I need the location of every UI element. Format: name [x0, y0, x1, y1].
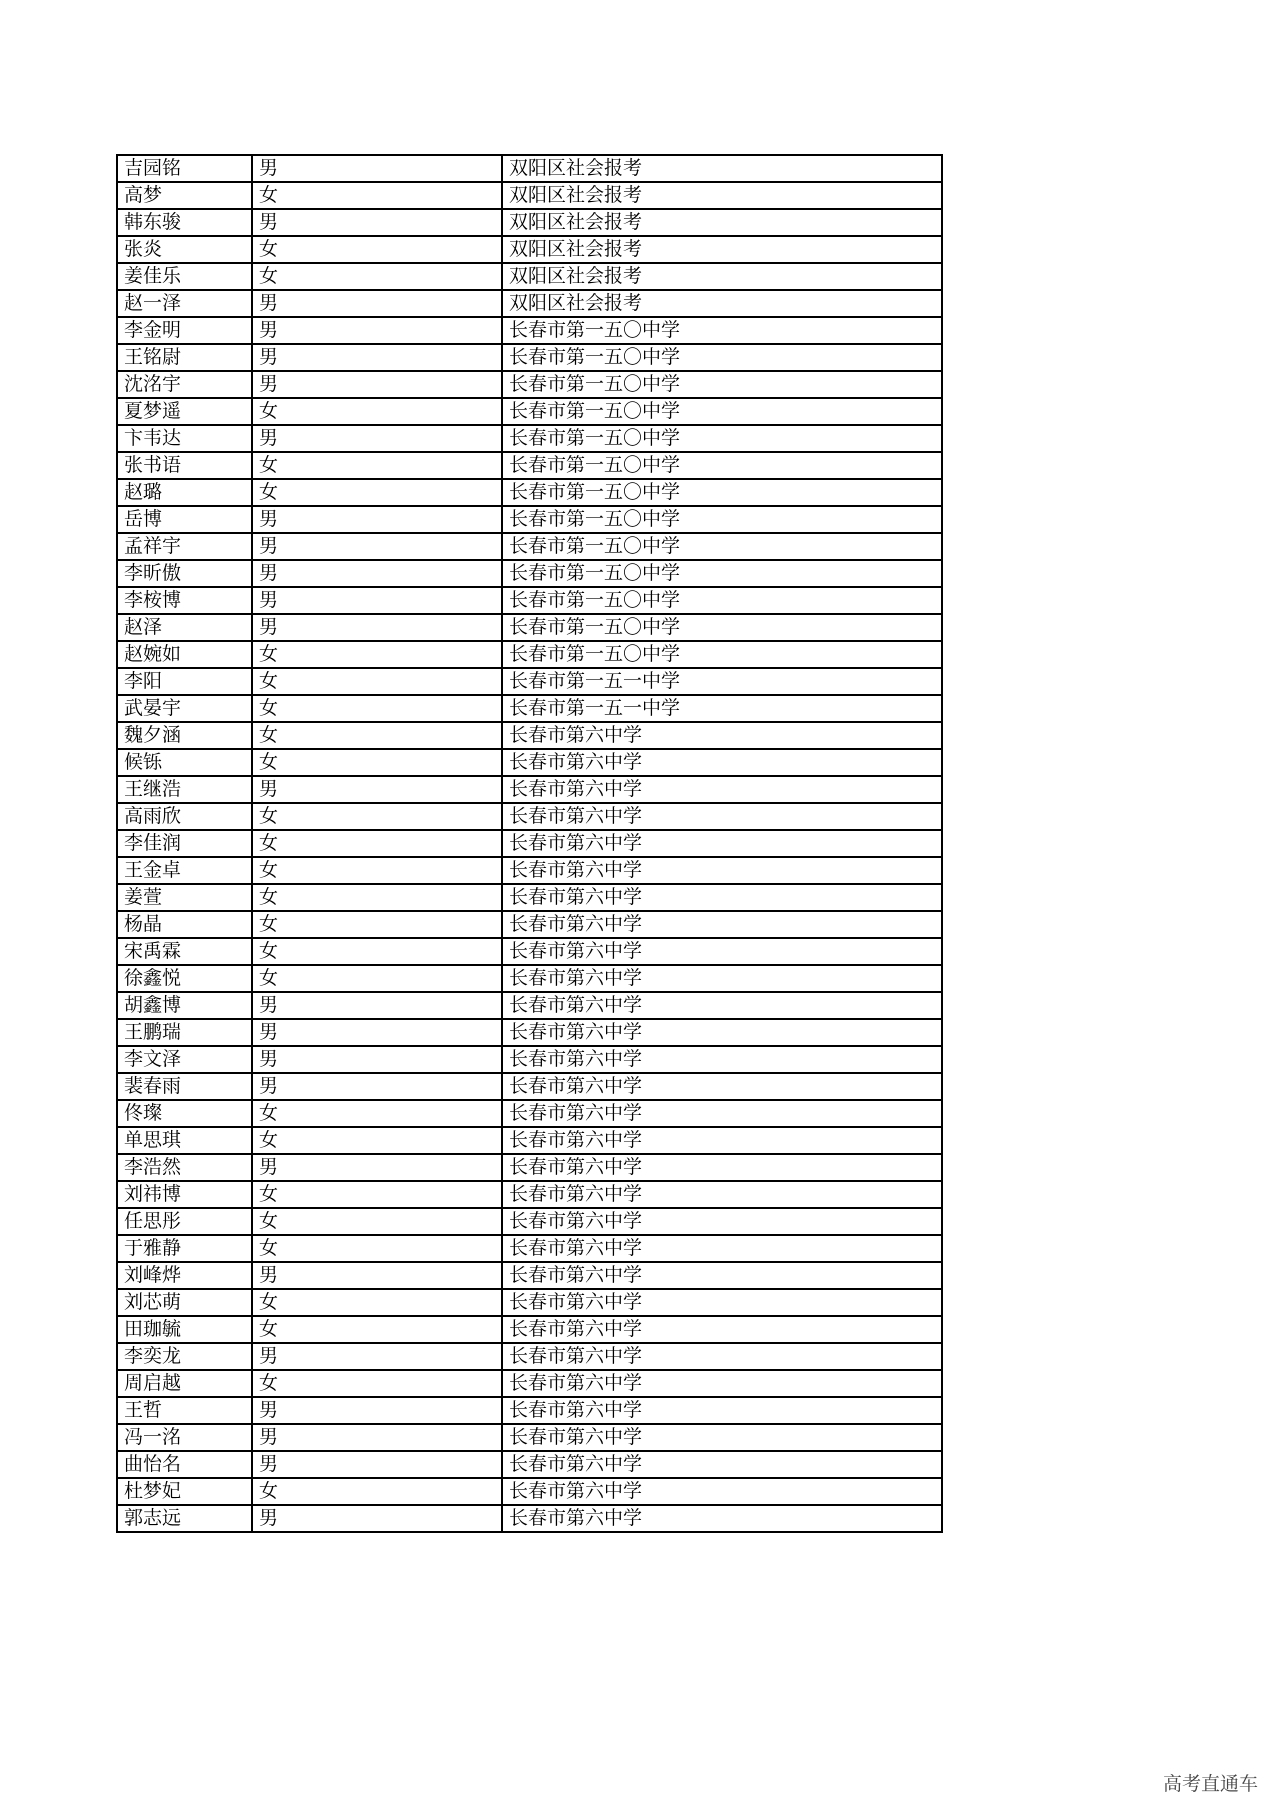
- table-row: [117, 776, 942, 803]
- gender-cell: 男: [252, 776, 502, 803]
- school-cell: 长春市第六中学: [502, 911, 942, 938]
- student-name-cell: 于雅静: [117, 1235, 252, 1262]
- table-row: [117, 803, 942, 830]
- table-row: [117, 452, 942, 479]
- student-name-cell: 杨晶: [117, 911, 252, 938]
- table-row: [117, 830, 942, 857]
- student-name-cell: 李文泽: [117, 1046, 252, 1073]
- gender-cell: 女: [252, 830, 502, 857]
- table-row: [117, 1289, 942, 1316]
- student-name-cell: 王铭尉: [117, 344, 252, 371]
- table-row: [117, 857, 942, 884]
- student-name-cell: 王哲: [117, 1397, 252, 1424]
- table-row: [117, 506, 942, 533]
- student-name-cell: 胡鑫博: [117, 992, 252, 1019]
- table-row: [117, 641, 942, 668]
- student-name-cell: 王鹏瑞: [117, 1019, 252, 1046]
- school-cell: 长春市第一五〇中学: [502, 587, 942, 614]
- student-name-cell: 单思琪: [117, 1127, 252, 1154]
- gender-cell: 女: [252, 749, 502, 776]
- student-name-cell: 王继浩: [117, 776, 252, 803]
- student-name-cell: 裴春雨: [117, 1073, 252, 1100]
- school-cell: 长春市第一五〇中学: [502, 317, 942, 344]
- table-row: [117, 290, 942, 317]
- student-name-cell: 岳博: [117, 506, 252, 533]
- table-row: [117, 695, 942, 722]
- school-cell: 长春市第一五一中学: [502, 668, 942, 695]
- school-cell: 长春市第一五〇中学: [502, 560, 942, 587]
- school-cell: 长春市第一五〇中学: [502, 452, 942, 479]
- table-row: [117, 1100, 942, 1127]
- student-name-cell: 王金卓: [117, 857, 252, 884]
- gender-cell: 女: [252, 1370, 502, 1397]
- student-name-cell: 武晏宇: [117, 695, 252, 722]
- school-cell: 长春市第六中学: [502, 1316, 942, 1343]
- school-cell: 长春市第六中学: [502, 722, 942, 749]
- student-name-cell: 李阳: [117, 668, 252, 695]
- school-cell: 双阳区社会报考: [502, 290, 942, 317]
- school-cell: 长春市第六中学: [502, 884, 942, 911]
- school-cell: 双阳区社会报考: [502, 263, 942, 290]
- student-name-cell: 高梦: [117, 182, 252, 209]
- school-cell: 长春市第一五〇中学: [502, 533, 942, 560]
- student-name-cell: 李桉博: [117, 587, 252, 614]
- gender-cell: 女: [252, 452, 502, 479]
- student-name-cell: 郭志远: [117, 1505, 252, 1532]
- table-row: [117, 533, 942, 560]
- school-cell: 长春市第六中学: [502, 1451, 942, 1478]
- table-row: [117, 965, 942, 992]
- gender-cell: 男: [252, 1019, 502, 1046]
- table-row: [117, 1019, 942, 1046]
- gender-cell: 男: [252, 992, 502, 1019]
- watermark-text: 高考直通车: [1162, 1773, 1258, 1795]
- gender-cell: 男: [252, 1424, 502, 1451]
- table-row: [117, 1343, 942, 1370]
- table-row: [117, 317, 942, 344]
- gender-cell: 男: [252, 1262, 502, 1289]
- table-row: [117, 1208, 942, 1235]
- table-row: [117, 1424, 942, 1451]
- gender-cell: 男: [252, 1451, 502, 1478]
- student-name-cell: 魏夕涵: [117, 722, 252, 749]
- table-row: [117, 479, 942, 506]
- gender-cell: 男: [252, 371, 502, 398]
- student-name-cell: 张书语: [117, 452, 252, 479]
- school-cell: 长春市第一五〇中学: [502, 506, 942, 533]
- gender-cell: 男: [252, 1397, 502, 1424]
- student-name-cell: 赵泽: [117, 614, 252, 641]
- school-cell: 长春市第六中学: [502, 1505, 942, 1532]
- gender-cell: 女: [252, 641, 502, 668]
- school-cell: 长春市第一五〇中学: [502, 614, 942, 641]
- table-row: [117, 1478, 942, 1505]
- table-row: [117, 209, 942, 236]
- gender-cell: 女: [252, 911, 502, 938]
- table-row: [117, 938, 942, 965]
- table-row: [117, 1262, 942, 1289]
- table-row: [117, 1181, 942, 1208]
- table-row: [117, 1154, 942, 1181]
- school-cell: 长春市第六中学: [502, 1100, 942, 1127]
- student-name-cell: 宋禹霖: [117, 938, 252, 965]
- student-name-cell: 刘芯萌: [117, 1289, 252, 1316]
- school-cell: 长春市第六中学: [502, 938, 942, 965]
- table-row: [117, 1316, 942, 1343]
- gender-cell: 女: [252, 722, 502, 749]
- student-name-cell: 赵一泽: [117, 290, 252, 317]
- school-cell: 长春市第六中学: [502, 965, 942, 992]
- school-cell: 长春市第六中学: [502, 1397, 942, 1424]
- school-cell: 长春市第六中学: [502, 1235, 942, 1262]
- student-name-cell: 田珈毓: [117, 1316, 252, 1343]
- school-cell: 长春市第一五〇中学: [502, 344, 942, 371]
- student-name-cell: 徐鑫悦: [117, 965, 252, 992]
- school-cell: 长春市第六中学: [502, 1154, 942, 1181]
- school-cell: 长春市第六中学: [502, 1046, 942, 1073]
- table-row: [117, 1046, 942, 1073]
- school-cell: 长春市第六中学: [502, 1478, 942, 1505]
- gender-cell: 男: [252, 1046, 502, 1073]
- table-row: [117, 263, 942, 290]
- school-cell: 长春市第六中学: [502, 857, 942, 884]
- gender-cell: 男: [252, 317, 502, 344]
- school-cell: 长春市第一五〇中学: [502, 479, 942, 506]
- student-name-cell: 候铄: [117, 749, 252, 776]
- school-cell: 长春市第六中学: [502, 1019, 942, 1046]
- gender-cell: 女: [252, 938, 502, 965]
- table-row: [117, 182, 942, 209]
- roster-body: [117, 155, 942, 1532]
- table-row: [117, 911, 942, 938]
- gender-cell: 女: [252, 263, 502, 290]
- gender-cell: 男: [252, 155, 502, 182]
- gender-cell: 男: [252, 344, 502, 371]
- student-name-cell: 韩东骏: [117, 209, 252, 236]
- gender-cell: 男: [252, 614, 502, 641]
- school-cell: 长春市第一五〇中学: [502, 371, 942, 398]
- gender-cell: 女: [252, 236, 502, 263]
- table-row: [117, 668, 942, 695]
- gender-cell: 男: [252, 533, 502, 560]
- table-row: [117, 155, 942, 182]
- table-row: [117, 1451, 942, 1478]
- gender-cell: 男: [252, 587, 502, 614]
- school-cell: 双阳区社会报考: [502, 236, 942, 263]
- table-row: [117, 722, 942, 749]
- student-name-cell: 高雨欣: [117, 803, 252, 830]
- student-roster-table: [116, 154, 943, 1533]
- school-cell: 长春市第一五〇中学: [502, 398, 942, 425]
- gender-cell: 女: [252, 479, 502, 506]
- school-cell: 长春市第一五一中学: [502, 695, 942, 722]
- student-name-cell: 刘峰烨: [117, 1262, 252, 1289]
- student-name-cell: 赵璐: [117, 479, 252, 506]
- table-row: [117, 236, 942, 263]
- school-cell: 双阳区社会报考: [502, 182, 942, 209]
- student-name-cell: 姜萱: [117, 884, 252, 911]
- gender-cell: 男: [252, 1154, 502, 1181]
- school-cell: 长春市第一五〇中学: [502, 641, 942, 668]
- student-name-cell: 夏梦遥: [117, 398, 252, 425]
- school-cell: 长春市第六中学: [502, 992, 942, 1019]
- gender-cell: 女: [252, 1478, 502, 1505]
- table-row: [117, 614, 942, 641]
- gender-cell: 女: [252, 965, 502, 992]
- student-name-cell: 任思彤: [117, 1208, 252, 1235]
- student-name-cell: 曲怡名: [117, 1451, 252, 1478]
- student-name-cell: 赵婉如: [117, 641, 252, 668]
- student-name-cell: 李金明: [117, 317, 252, 344]
- student-name-cell: 卞韦达: [117, 425, 252, 452]
- student-name-cell: 佟璨: [117, 1100, 252, 1127]
- table-row: [117, 1127, 942, 1154]
- school-cell: 长春市第六中学: [502, 1289, 942, 1316]
- school-cell: 长春市第六中学: [502, 776, 942, 803]
- school-cell: 长春市第六中学: [502, 1181, 942, 1208]
- gender-cell: 女: [252, 1208, 502, 1235]
- table-row: [117, 1505, 942, 1532]
- gender-cell: 男: [252, 209, 502, 236]
- school-cell: 长春市第六中学: [502, 803, 942, 830]
- gender-cell: 女: [252, 1235, 502, 1262]
- gender-cell: 男: [252, 425, 502, 452]
- school-cell: 长春市第六中学: [502, 1343, 942, 1370]
- gender-cell: 女: [252, 668, 502, 695]
- gender-cell: 女: [252, 1181, 502, 1208]
- school-cell: 长春市第六中学: [502, 830, 942, 857]
- gender-cell: 男: [252, 1073, 502, 1100]
- table-row: [117, 371, 942, 398]
- table-row: [117, 992, 942, 1019]
- school-cell: 双阳区社会报考: [502, 155, 942, 182]
- gender-cell: 女: [252, 695, 502, 722]
- table-row: [117, 425, 942, 452]
- school-cell: 长春市第六中学: [502, 1073, 942, 1100]
- table-row: [117, 587, 942, 614]
- gender-cell: 男: [252, 506, 502, 533]
- student-name-cell: 周启越: [117, 1370, 252, 1397]
- gender-cell: 男: [252, 1505, 502, 1532]
- student-name-cell: 孟祥宇: [117, 533, 252, 560]
- student-name-cell: 冯一洺: [117, 1424, 252, 1451]
- gender-cell: 女: [252, 182, 502, 209]
- gender-cell: 女: [252, 1289, 502, 1316]
- student-name-cell: 李浩然: [117, 1154, 252, 1181]
- table-row: [117, 1235, 942, 1262]
- student-name-cell: 李佳润: [117, 830, 252, 857]
- gender-cell: 女: [252, 1316, 502, 1343]
- student-name-cell: 沈洺宇: [117, 371, 252, 398]
- gender-cell: 男: [252, 1343, 502, 1370]
- gender-cell: 女: [252, 1127, 502, 1154]
- student-name-cell: 吉园铭: [117, 155, 252, 182]
- student-name-cell: 刘祎博: [117, 1181, 252, 1208]
- school-cell: 长春市第六中学: [502, 749, 942, 776]
- student-name-cell: 李奕龙: [117, 1343, 252, 1370]
- gender-cell: 女: [252, 884, 502, 911]
- student-name-cell: 姜佳乐: [117, 263, 252, 290]
- table-row: [117, 398, 942, 425]
- table-row: [117, 1073, 942, 1100]
- table-row: [117, 344, 942, 371]
- gender-cell: 女: [252, 857, 502, 884]
- school-cell: 长春市第六中学: [502, 1370, 942, 1397]
- gender-cell: 女: [252, 398, 502, 425]
- table-row: [117, 1397, 942, 1424]
- gender-cell: 女: [252, 803, 502, 830]
- gender-cell: 女: [252, 1100, 502, 1127]
- table-row: [117, 1370, 942, 1397]
- gender-cell: 男: [252, 560, 502, 587]
- gender-cell: 男: [252, 290, 502, 317]
- student-name-cell: 张炎: [117, 236, 252, 263]
- school-cell: 双阳区社会报考: [502, 209, 942, 236]
- table-row: [117, 560, 942, 587]
- school-cell: 长春市第六中学: [502, 1208, 942, 1235]
- school-cell: 长春市第六中学: [502, 1424, 942, 1451]
- student-name-cell: 李昕傲: [117, 560, 252, 587]
- table-row: [117, 749, 942, 776]
- school-cell: 长春市第六中学: [502, 1262, 942, 1289]
- student-name-cell: 杜梦妃: [117, 1478, 252, 1505]
- school-cell: 长春市第六中学: [502, 1127, 942, 1154]
- school-cell: 长春市第一五〇中学: [502, 425, 942, 452]
- table-row: [117, 884, 942, 911]
